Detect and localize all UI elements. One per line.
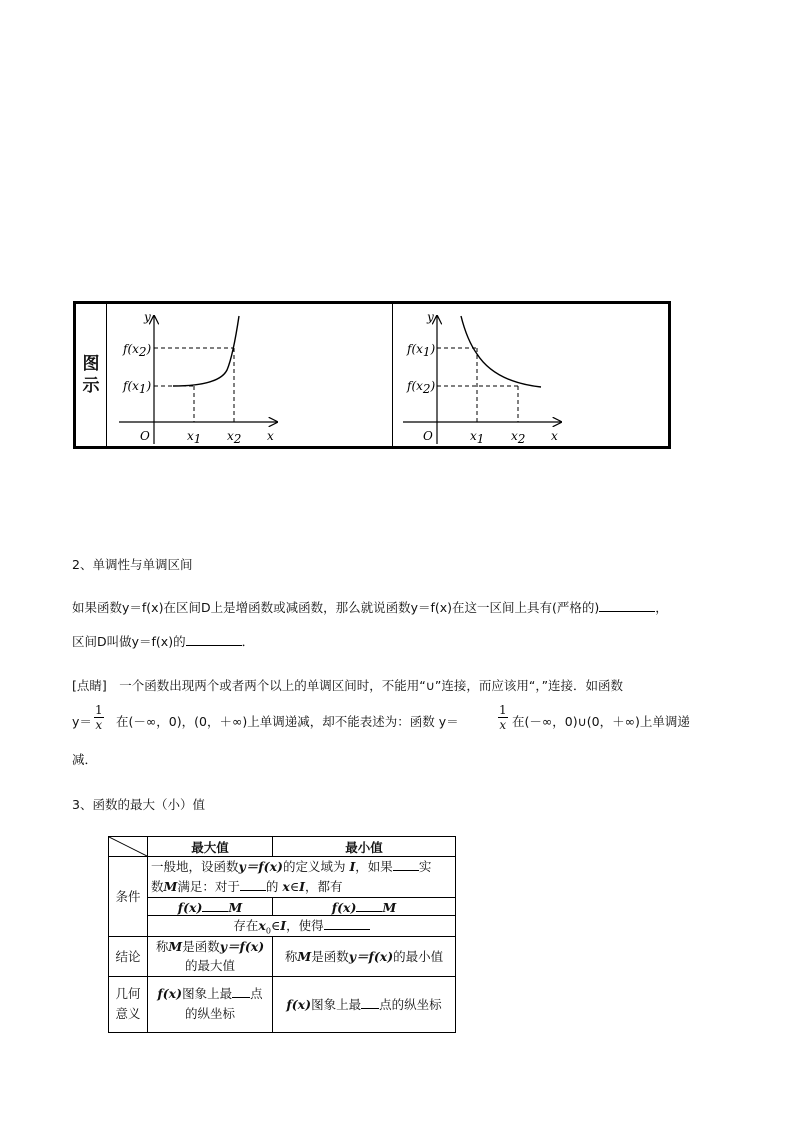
note-line2-end: 在(－∞，0)∪(0，＋∞)上单调递 xyxy=(512,714,690,729)
note-line1: [点睛] 一个函数出现两个或者两个以上的单调区间时，不能用“∪”连接，而应该用“，”连接．如函数 xyxy=(72,678,624,693)
x-axis-label: x xyxy=(551,429,558,443)
figure-label-line2: 示 xyxy=(82,376,100,396)
increasing-function-graph xyxy=(107,304,392,450)
section3-heading: 3、函数的最大（小）值 xyxy=(72,797,205,812)
conclusion-max: 称M是函数y＝f(x) 的最大值 xyxy=(148,936,273,976)
section2-heading: 2、单调性与单调区间 xyxy=(72,557,193,572)
section2-line1: 如果函数y＝f(x)在区间D上是增函数或减函数，那么就说函数y＝f(x)在这一区间上具有(严格的) ， xyxy=(72,600,668,615)
decreasing-curve xyxy=(461,316,541,387)
fx2-label: f(x2) xyxy=(407,379,436,396)
geometry-max: f(x)图象上最 点 的纵坐标 xyxy=(148,976,273,1032)
row-header-geometry: 几何 意义 xyxy=(109,976,148,1032)
note-line3: 减． xyxy=(72,752,98,767)
x2-label: x2 xyxy=(511,429,526,446)
max-inequality: f(x) M xyxy=(148,898,273,916)
figure-label xyxy=(76,304,106,446)
increasing-curve xyxy=(173,316,239,386)
blank-cond-1 xyxy=(393,858,419,871)
blank-geo-min xyxy=(361,996,379,1009)
exists-condition: 存在$x_0\in I$，使得 xyxy=(148,916,456,937)
origin-label: O xyxy=(140,429,150,443)
col-header-min: 最小值 xyxy=(273,837,456,857)
x-axis-label: x xyxy=(267,429,274,443)
blank-line1 xyxy=(599,599,655,612)
note-y-eq: y＝ xyxy=(72,714,92,729)
figure-label-line1: 图 xyxy=(82,354,100,374)
section2-line2: 区间D叫做y＝f(x)的 ． xyxy=(72,634,255,649)
min-inequality: f(x) M xyxy=(273,898,456,916)
y-axis-label: y xyxy=(427,310,434,324)
geometry-min: f(x)图象上最 点的纵坐标 xyxy=(273,976,456,1032)
max-min-table xyxy=(108,836,456,1033)
decreasing-function-graph xyxy=(393,304,668,450)
condition-text: 一般地，设函数y＝f(x)的定义域为 I，如果 实 数M满足：对于 的 x∈I，都有 xyxy=(148,857,456,898)
conclusion-min: 称M是函数y＝f(x)的最小值 xyxy=(273,936,456,976)
blank-min-ineq xyxy=(356,899,382,912)
blank-max-ineq xyxy=(202,899,228,912)
blank-exists xyxy=(324,917,370,930)
col-header-max: 最大值 xyxy=(148,837,273,857)
origin-label: O xyxy=(423,429,433,443)
row-header-condition: 条件 xyxy=(109,857,148,937)
table-corner-cell xyxy=(109,837,148,857)
fx2-label: f(x2) xyxy=(123,342,152,359)
x2-label: x2 xyxy=(227,429,242,446)
blank-line2 xyxy=(186,633,242,646)
y-axis-label: y xyxy=(144,310,151,324)
x1-label: x1 xyxy=(470,429,485,446)
note-line2: 在(－∞，0)，(0，＋∞)上单调递减，却不能表述为：函数 y＝ xyxy=(116,714,459,729)
fraction-1-over-x: $\frac{1}{x}$ xyxy=(95,703,103,732)
fx1-label: f(x1) xyxy=(407,342,436,359)
blank-cond-2 xyxy=(240,878,266,891)
figure-table xyxy=(73,301,671,449)
fx1-label: f(x1) xyxy=(123,379,152,396)
fraction-1-over-x-2: $\frac{1}{x}$ xyxy=(499,703,507,732)
row-header-conclusion: 结论 xyxy=(109,936,148,976)
x1-label: x1 xyxy=(187,429,202,446)
blank-geo-max xyxy=(232,985,250,998)
